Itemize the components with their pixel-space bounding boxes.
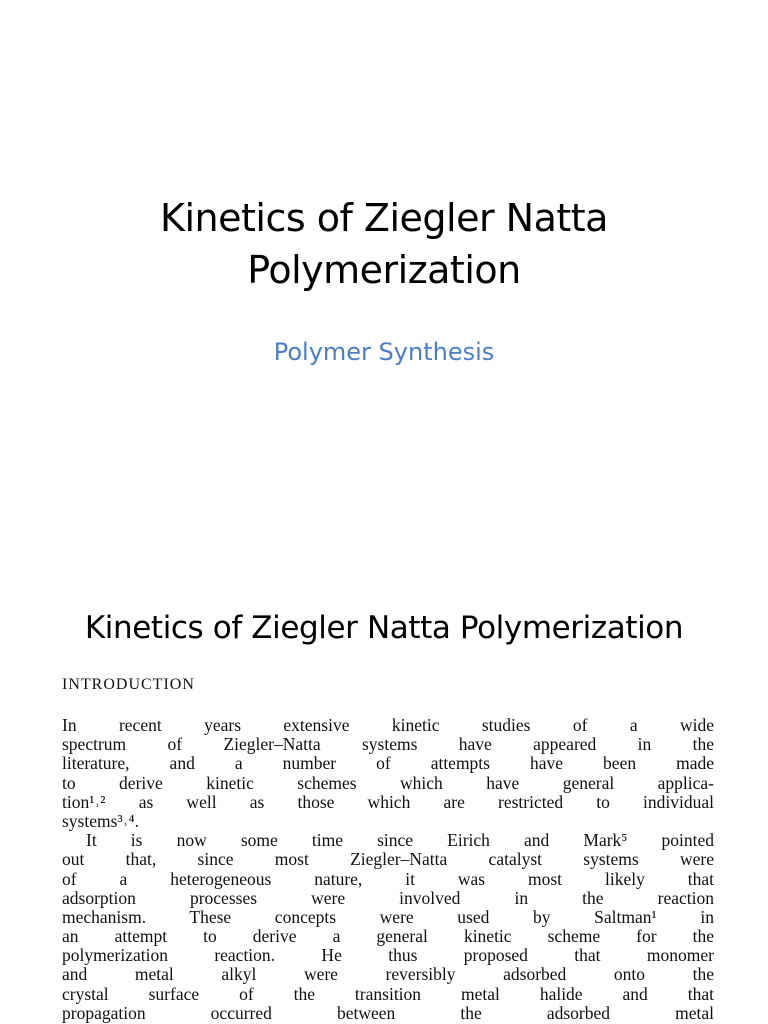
scanned-page-excerpt — [62, 676, 714, 1023]
scan-line: It is now some time since Eirich and Mark⁵ pointed — [86, 830, 714, 851]
scan-line: and metal alkyl were reversibly adsorbed onto the — [62, 964, 714, 985]
scan-line: of a heterogeneous nature, it was most likely that — [62, 868, 714, 889]
scan-line: to derive kinetic schemes which have general applica- — [62, 772, 714, 793]
scan-line: out that, since most Ziegler–Natta catalyst systems were — [62, 849, 714, 870]
title-line-1: Kinetics of Ziegler Natta — [160, 196, 608, 240]
scan-line: literature, and a number of attempts have been made — [62, 753, 714, 774]
slide-content — [0, 576, 768, 1024]
scan-line: spectrum of Ziegler–Natta systems have appeared in the — [62, 734, 714, 755]
scan-line: polymerization reaction. He thus proposed that monomer — [62, 945, 714, 966]
scan-line: tion¹˒² as well as those which are restricted to individual — [62, 791, 714, 812]
slide-2-title: Kinetics of Ziegler Natta Polymerization — [84, 610, 684, 646]
scan-heading: INTRODUCTION — [62, 676, 195, 693]
scan-line: mechanism. These concepts were used by Saltman¹ in — [62, 906, 714, 927]
scan-line: In recent years extensive kinetic studies of a wide — [62, 715, 714, 735]
scan-body — [62, 716, 714, 1023]
slide-subtitle: Polymer Synthesis — [273, 338, 495, 366]
scan-line: adsorption processes were involved in the reaction — [62, 887, 714, 908]
scan-line: systems³˒⁴. — [62, 810, 139, 831]
scan-line: crystal surface of the transition metal halide and that — [62, 983, 714, 1004]
scan-line: propagation occurred between the adsorbed metal — [62, 1002, 714, 1023]
title-line-2: Polymerization — [247, 248, 521, 292]
scan-line: an attempt to derive a general kinetic scheme for the — [62, 926, 714, 947]
slide-title-heading — [0, 192, 768, 296]
